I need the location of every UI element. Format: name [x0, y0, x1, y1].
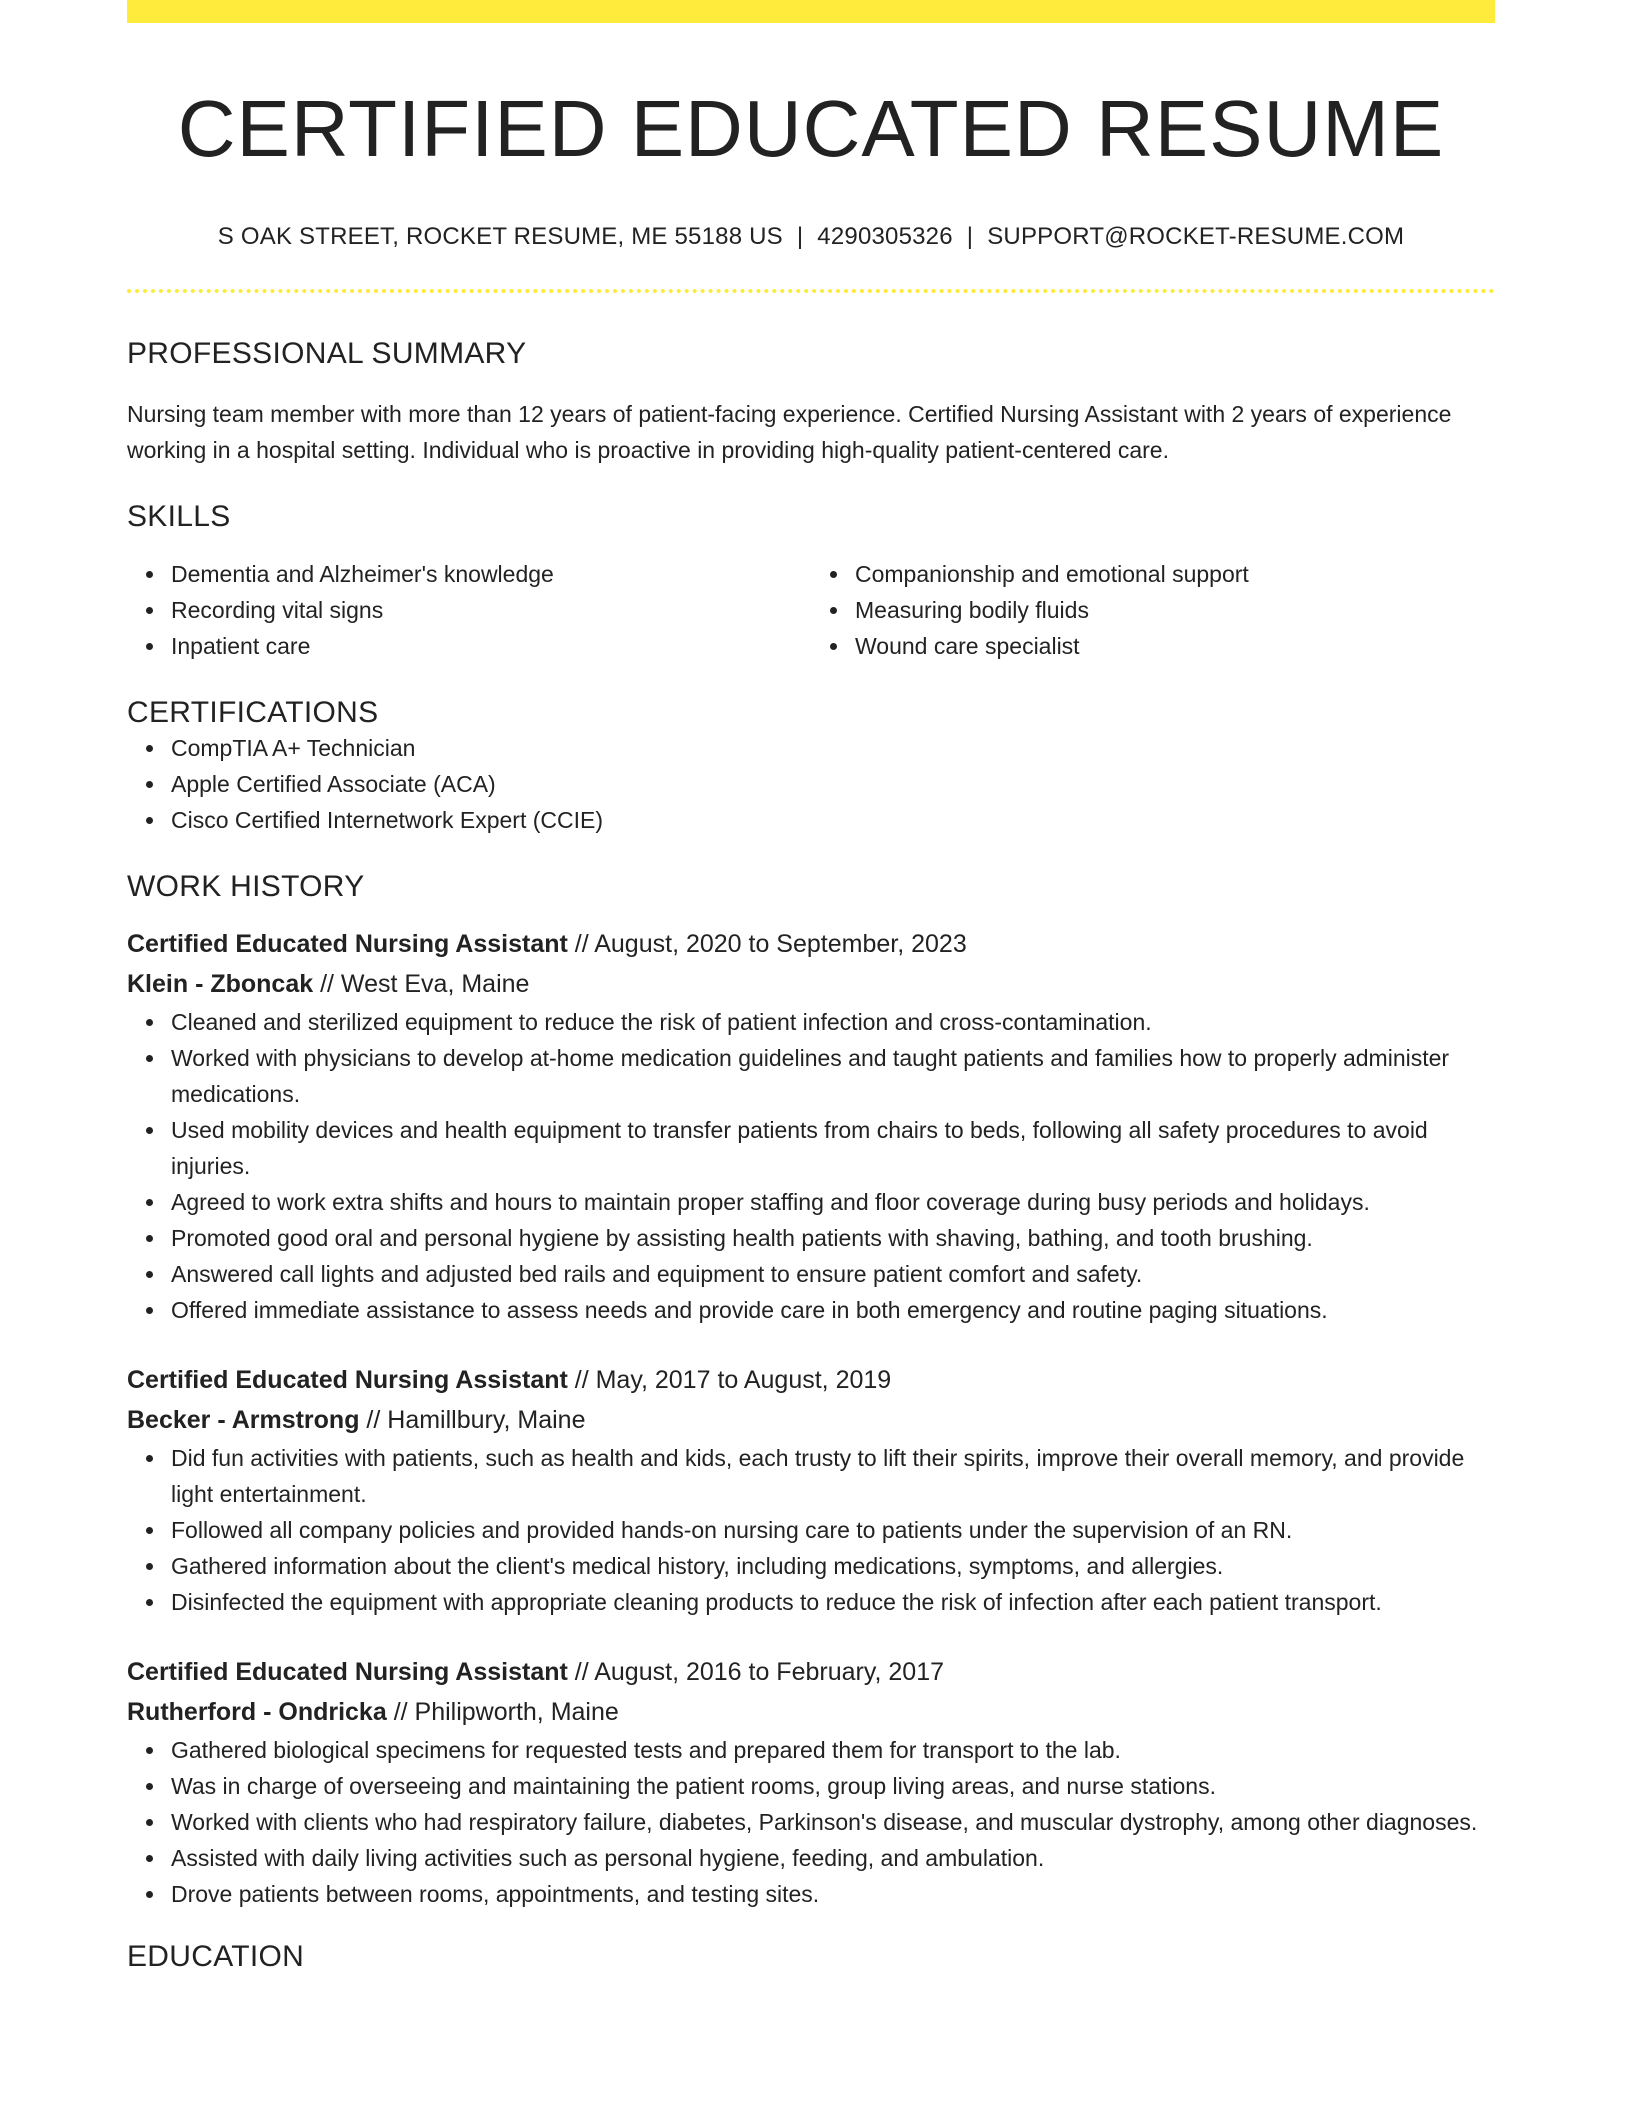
- job-company: Becker - Armstrong: [127, 1406, 360, 1434]
- job-entry: [127, 1652, 1495, 1912]
- job-dates: // August, 2016 to February, 2017: [567, 1658, 944, 1686]
- phone: 4290305326: [817, 223, 953, 250]
- skills-list-left: [127, 556, 811, 664]
- skills-list-right: [811, 556, 1495, 664]
- skill-item: Measuring bodily fluids: [855, 592, 1495, 628]
- resume-name: CERTIFIED EDUCATED RESUME: [177, 84, 1445, 173]
- job-company-line: [127, 1400, 1495, 1440]
- job-location: // Philipworth, Maine: [386, 1698, 619, 1726]
- job-duty: Gathered information about the client's medical history, including medications, symptoms, and allergies.: [171, 1548, 1495, 1584]
- job-duty: Drove patients between rooms, appointments, and testing sites.: [171, 1876, 1495, 1912]
- job-title-line: [127, 924, 1495, 964]
- address: S OAK STREET, ROCKET RESUME, ME 55188 US: [217, 223, 783, 250]
- job-title-line: [127, 1652, 1495, 1692]
- contact-separator: |: [966, 223, 974, 250]
- summary-text: Nursing team member with more than 12 years of patient-facing experience. Certified Nursing Assistant with 2 years of experience working in a hospital setting. Individual who is proactive in providing high-quality patient-centered care.: [127, 401, 1452, 463]
- job-title-line: [127, 1360, 1495, 1400]
- job-duty: Disinfected the equipment with appropriate cleaning products to reduce the risk of infection after each patient transport.: [171, 1584, 1495, 1620]
- job-role: Certified Educated Nursing Assistant: [127, 1366, 568, 1394]
- skills-heading: SKILLS: [127, 500, 231, 533]
- certifications-heading: CERTIFICATIONS: [127, 696, 379, 729]
- contact-line: [127, 223, 1495, 251]
- certification-item: Apple Certified Associate (ACA): [171, 766, 1495, 802]
- education-heading: EDUCATION: [127, 1940, 305, 1973]
- certification-item: CompTIA A+ Technician: [171, 730, 1495, 766]
- job-location: // Hamillbury, Maine: [359, 1406, 586, 1434]
- job-duty: Used mobility devices and health equipment to transfer patients from chairs to beds, following all safety procedures to avoid injuries.: [171, 1112, 1495, 1184]
- job-duty: Worked with clients who had respiratory failure, diabetes, Parkinson's disease, and muscular dystrophy, among other diagnoses.: [171, 1804, 1495, 1840]
- resume-page: [127, 0, 1495, 1974]
- skill-item: Companionship and emotional support: [855, 556, 1495, 592]
- job-duty: Did fun activities with patients, such as health and kids, each trusty to lift their spirits, improve their overall memory, and provide light entertainment.: [171, 1440, 1495, 1512]
- job-dates: // August, 2020 to September, 2023: [567, 930, 967, 958]
- dotted-divider: [127, 289, 1495, 293]
- summary-heading: PROFESSIONAL SUMMARY: [127, 337, 527, 370]
- job-entry: [127, 1360, 1495, 1620]
- job-company-line: [127, 1692, 1495, 1732]
- certification-item: Cisco Certified Internetwork Expert (CCIE): [171, 802, 1495, 838]
- job-duty: Worked with physicians to develop at-home medication guidelines and taught patients and families how to properly administer medications.: [171, 1040, 1495, 1112]
- email: SUPPORT@ROCKET-RESUME.COM: [987, 223, 1405, 250]
- job-duties-list: [127, 1004, 1495, 1328]
- job-duty: Gathered biological specimens for requested tests and prepared them for transport to the lab.: [171, 1732, 1495, 1768]
- job-duty: Answered call lights and adjusted bed rails and equipment to ensure patient comfort and safety.: [171, 1256, 1495, 1292]
- skill-item: Inpatient care: [171, 628, 811, 664]
- job-role: Certified Educated Nursing Assistant: [127, 1658, 568, 1686]
- job-duty: Was in charge of overseeing and maintaining the patient rooms, group living areas, and nurse stations.: [171, 1768, 1495, 1804]
- job-duty: Followed all company policies and provided hands-on nursing care to patients under the supervision of an RN.: [171, 1512, 1495, 1548]
- skill-item: Wound care specialist: [855, 628, 1495, 664]
- skill-item: Recording vital signs: [171, 592, 811, 628]
- job-company: Rutherford - Ondricka: [127, 1698, 387, 1726]
- job-duty: Offered immediate assistance to assess needs and provide care in both emergency and routine paging situations.: [171, 1292, 1495, 1328]
- job-location: // West Eva, Maine: [313, 970, 530, 998]
- job-duty: Cleaned and sterilized equipment to reduce the risk of patient infection and cross-contamination.: [171, 1004, 1495, 1040]
- contact-separator: |: [796, 223, 804, 250]
- job-company: Klein - Zboncak: [127, 970, 314, 998]
- work-history-heading: WORK HISTORY: [127, 870, 365, 903]
- job-duty: Assisted with daily living activities such as personal hygiene, feeding, and ambulation.: [171, 1840, 1495, 1876]
- skill-item: Dementia and Alzheimer's knowledge: [171, 556, 811, 592]
- job-duty: Promoted good oral and personal hygiene by assisting health patients with shaving, bathing, and tooth brushing.: [171, 1220, 1495, 1256]
- job-company-line: [127, 964, 1495, 1004]
- top-accent-bar: [127, 0, 1495, 23]
- job-role: Certified Educated Nursing Assistant: [127, 930, 568, 958]
- job-dates: // May, 2017 to August, 2019: [567, 1366, 892, 1394]
- certifications-list: [127, 730, 1495, 838]
- job-duties-list: [127, 1440, 1495, 1620]
- job-duty: Agreed to work extra shifts and hours to maintain proper staffing and floor coverage during busy periods and holidays.: [171, 1184, 1495, 1220]
- skills-columns: [127, 556, 1495, 664]
- job-duties-list: [127, 1732, 1495, 1912]
- job-entry: [127, 924, 1495, 1328]
